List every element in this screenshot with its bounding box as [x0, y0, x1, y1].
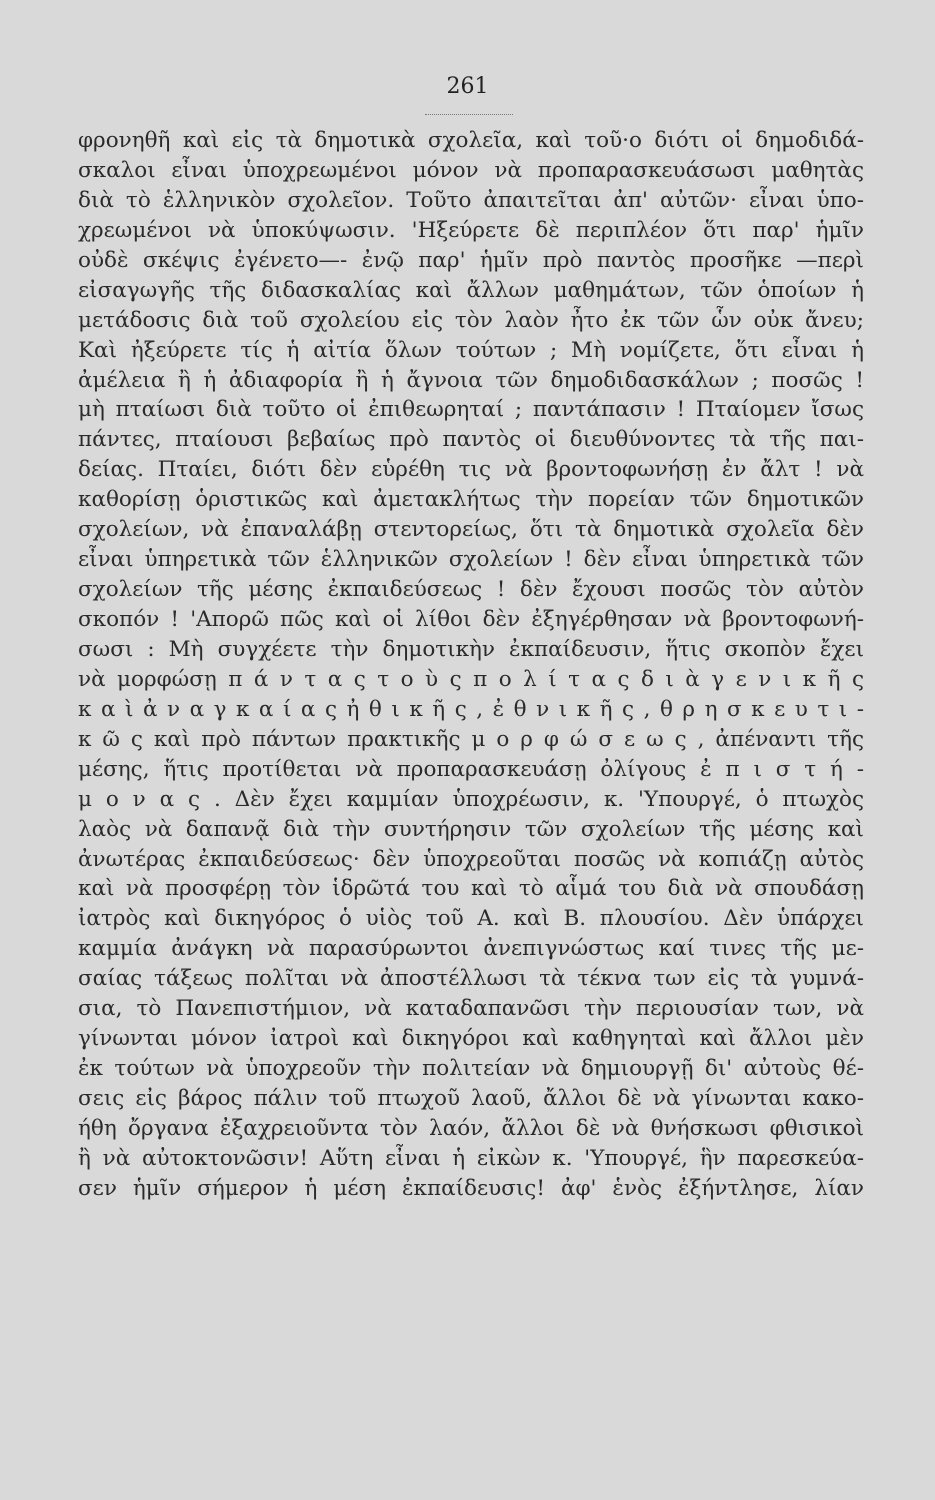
text-line: κ α ὶ ἀ ν α γ κ α ί α ς ἠ θ ι κ ῆ ς , ἐ θ ν ι κ ῆ ς , θ ρ η σ κ ε υ τ ι -: [78, 696, 864, 722]
text-line: σκαλοι εἶναι ὑποχρεωμένοι μόνον νὰ προπαρασκευάσωσι μαθητὰς: [78, 157, 864, 183]
text-line: καὶ νὰ προσφέρῃ τὸν ἱδρῶτά του καὶ τὸ αἷμά του διὰ νὰ σπουδάσῃ: [78, 876, 864, 902]
text-line: μετάδοσις διὰ τοῦ σχολείου εἰς τὸν λαὸν ἦτο ἐκ τῶν ὧν οὐκ ἄνευ;: [78, 307, 864, 333]
text-line: σεν ἡμῖν σήμερον ἡ μέση ἐκπαίδευσις! ἀφ' ἑνὸς ἐξήντλησε, λίαν: [78, 1175, 864, 1201]
text-line: ἀνωτέρας ἐκπαιδεύσεως· δὲν ὑποχρεοῦται ποσῶς νὰ κοπιάζῃ αὐτὸς: [78, 846, 864, 872]
text-line: σκοπόν ! 'Απορῶ πῶς καὶ οἱ λίθοι δὲν ἐξηγέρθησαν νὰ βροντοφωνή-: [78, 607, 864, 632]
text-line: σαίας τάξεως πολῖται νὰ ἀποστέλλωσι τὰ τέκνα των εἰς τὰ γυμνά-: [78, 966, 864, 992]
text-line: εἰσαγωγῆς τῆς διδασκαλίας καὶ ἄλλων μαθημάτων, τῶν ὁποίων ἡ: [78, 277, 864, 303]
page-number: 261: [446, 74, 489, 99]
text-line: σχολείων τῆς μέσης ἐκπαιδεύσεως ! δὲν ἔχουσι ποσῶς τὸν αὐτὸν: [78, 577, 864, 603]
text-line: εἶναι ὑπηρετικὰ τῶν ἑλληνικῶν σχολείων ! δὲν εἶναι ὑπηρετικὰ τῶν: [78, 547, 864, 573]
text-line: μὴ πταίωσι διὰ τοῦτο οἱ ἐπιθεωρηταί ; παντάπασιν ! Πταίομεν ἴσως: [78, 397, 864, 423]
text-line: Καὶ ἠξεύρετε τίς ἡ αἰτία ὅλων τούτων ; Μὴ νομίζετε, ὅτι εἶναι ἡ: [78, 337, 864, 363]
text-line: σχολείων, νὰ ἐπαναλάβῃ στεντορείως, ὅτι τὰ δημοτικὰ σχολεῖα δὲν: [78, 517, 864, 543]
text-line: ἰατρὸς καὶ δικηγόρος ὁ υἱὸς τοῦ Α. καὶ Β. πλουσίου. Δὲν ὑπάρχει: [78, 906, 864, 932]
text-line: λαὸς νὰ δαπανᾷ διὰ τὴν συντήρησιν τῶν σχολείων τῆς μέσης καὶ: [78, 816, 864, 842]
text-line: κ ῶ ς καὶ πρὸ πάντων πρακτικῆς μ ο ρ φ ώ σ ε ω ς , ἀπέναντι τῆς: [78, 726, 864, 752]
text-line: πάντες, πταίουσι βεβαίως πρὸ παντὸς οἱ διευθύνοντες τὰ τῆς παι-: [78, 427, 864, 453]
text-line: νὰ μορφώσῃ π ά ν τ α ς τ ο ὺ ς π ο λ ί τ α ς δ ι ὰ γ ε ν ι κ ῆ ς: [78, 666, 864, 692]
text-line: ἢ νὰ αὐτοκτονῶσιν! Αὕτη εἶναι ἡ εἰκὼν κ. 'Υπουργέ, ἣν παρεσκεύα-: [78, 1145, 864, 1171]
text-line: ἐκ τούτων νὰ ὑποχρεοῦν τὴν πολιτείαν νὰ δημιουργῇ δι' αὐτοὺς θέ-: [78, 1056, 864, 1082]
text-line: φρονηθῆ καὶ εἰς τὰ δημοτικὰ σχολεῖα, καὶ τοῦ·ο διότι οἱ δημοδιδά-: [78, 128, 864, 153]
text-line: γίνωνται μόνον ἰατροὶ καὶ δικηγόροι καὶ καθηγηταὶ καὶ ἄλλοι μὲν: [78, 1026, 864, 1052]
text-line: σια, τὸ Πανεπιστήμιον, νὰ καταδαπανῶσι τὴν περιουσίαν των, νὰ: [78, 996, 864, 1022]
text-line: ήθη ὄργανα ἐξαχρειοῦντα τὸν λαόν, ἄλλοι δὲ νὰ θνήσκωσι φθισικοὶ: [78, 1115, 864, 1141]
page-number-rule: [425, 114, 513, 115]
text-line: μέσης, ἥτις προτίθεται νὰ προπαρασκευάσῃ ὀλίγους ἐ π ι σ τ ή -: [78, 756, 864, 782]
text-line: καμμία ἀνάγκη νὰ παρασύρωντοι ἀνεπιγνώστως καί τινες τῆς με-: [78, 936, 864, 962]
text-line: δείας. Πταίει, διότι δὲν εὑρέθη τις νὰ βροντοφωνήσῃ ἐν ἄλτ ! νὰ: [78, 457, 864, 483]
body-text: [78, 126, 864, 1204]
text-line: μ ο ν α ς . Δὲν ἔχει καμμίαν ὑποχρέωσιν, κ. 'Υπουργέ, ὁ πτωχὸς: [78, 786, 864, 812]
text-line: καθορίσῃ ὁριστικῶς καὶ ἀμετακλήτως τὴν πορείαν τῶν δημοτικῶν: [78, 487, 864, 513]
text-line: ἀμέλεια ἢ ἡ ἀδιαφορία ἢ ἡ ἄγνοια τῶν δημοδιδασκάλων ; ποσῶς !: [78, 367, 864, 393]
text-line: σωσι : Μὴ συγχέετε τὴν δημοτικὴν ἐκπαίδευσιν, ἥτις σκοπὸν ἔχει: [78, 636, 864, 662]
text-line: οὐδὲ σκέψις ἐγένετο—- ἐνῷ παρ' ἡμῖν πρὸ παντὸς προσῆκε —περὶ: [78, 247, 864, 273]
text-line: σεις εἰς βάρος πάλιν τοῦ πτωχοῦ λαοῦ, ἄλλοι δὲ νὰ γίνωνται κακο-: [78, 1086, 864, 1111]
text-line: διὰ τὸ ἑλληνικὸν σχολεῖον. Τοῦτο ἀπαιτεῖται ἀπ' αὐτῶν· εἶναι ὑπο-: [78, 187, 864, 213]
text-line: χρεωμένοι νὰ ὑποκύψωσιν. 'Ηξεύρετε δὲ περιπλέον ὅτι παρ' ἡμῖν: [78, 217, 864, 243]
